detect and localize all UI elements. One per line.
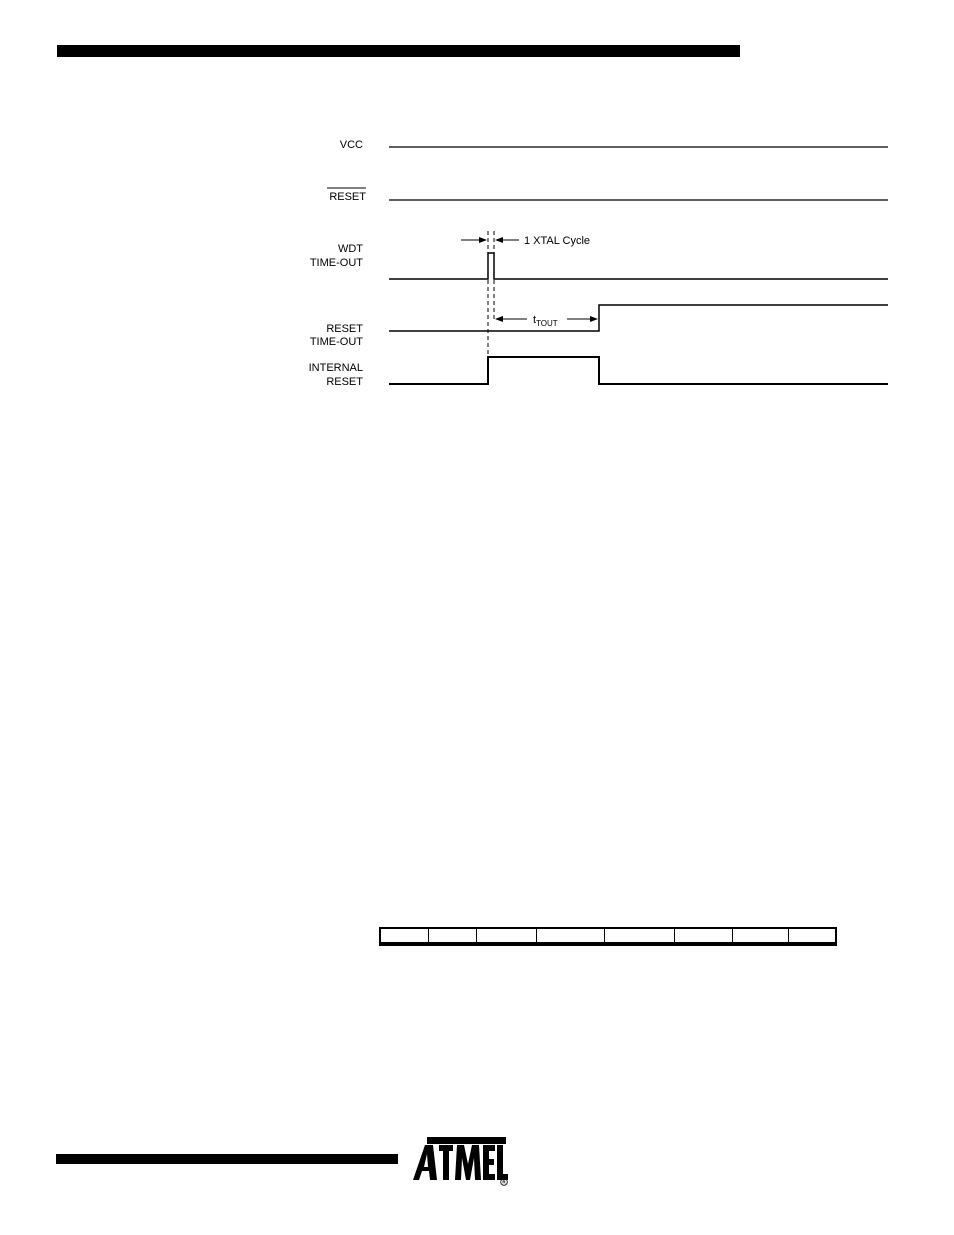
reset-timeout-label-line1: RESET <box>326 323 363 335</box>
tout-arrow-left-head <box>495 316 503 322</box>
register-cell <box>380 928 428 944</box>
reset-timeout-label-line2: TIME-OUT <box>309 336 363 348</box>
register-cell <box>428 928 476 944</box>
register-cell <box>789 928 836 944</box>
internal-reset-waveform <box>389 357 888 384</box>
xtal-arrow-left-head <box>479 237 487 243</box>
register-row <box>380 928 836 944</box>
tout-base: t <box>533 314 537 326</box>
registered-mark: R <box>502 1179 506 1185</box>
register-cell <box>605 928 675 944</box>
wdt-label-line2: TIME-OUT <box>309 257 363 269</box>
xtal-cycle-annotation: 1 XTAL Cycle <box>524 235 591 247</box>
internal-reset-label-line2: RESET <box>326 376 363 388</box>
xtal-arrow-right-head <box>495 237 503 243</box>
tout-subscript: TOUT <box>536 319 558 328</box>
register-cell <box>733 928 789 944</box>
internal-reset-label-line1: INTERNAL <box>308 362 363 374</box>
reset-label: RESET <box>329 191 366 203</box>
register-cell <box>536 928 605 944</box>
register-cell <box>476 928 536 944</box>
watchdog-reset-timing-diagram <box>0 0 954 420</box>
wdt-label-line1: WDT <box>337 243 363 255</box>
register-table <box>379 927 837 946</box>
wdt-timeout-waveform <box>389 253 888 279</box>
vcc-label: VCC <box>339 139 363 151</box>
tout-arrow-right-head <box>590 316 598 322</box>
atmel-logo <box>411 1136 511 1186</box>
tout-annotation <box>533 314 558 328</box>
logo-top-bar <box>427 1137 506 1144</box>
register-cell <box>675 928 733 944</box>
reset-timeout-waveform <box>389 305 888 331</box>
footer-rule <box>56 1154 398 1164</box>
